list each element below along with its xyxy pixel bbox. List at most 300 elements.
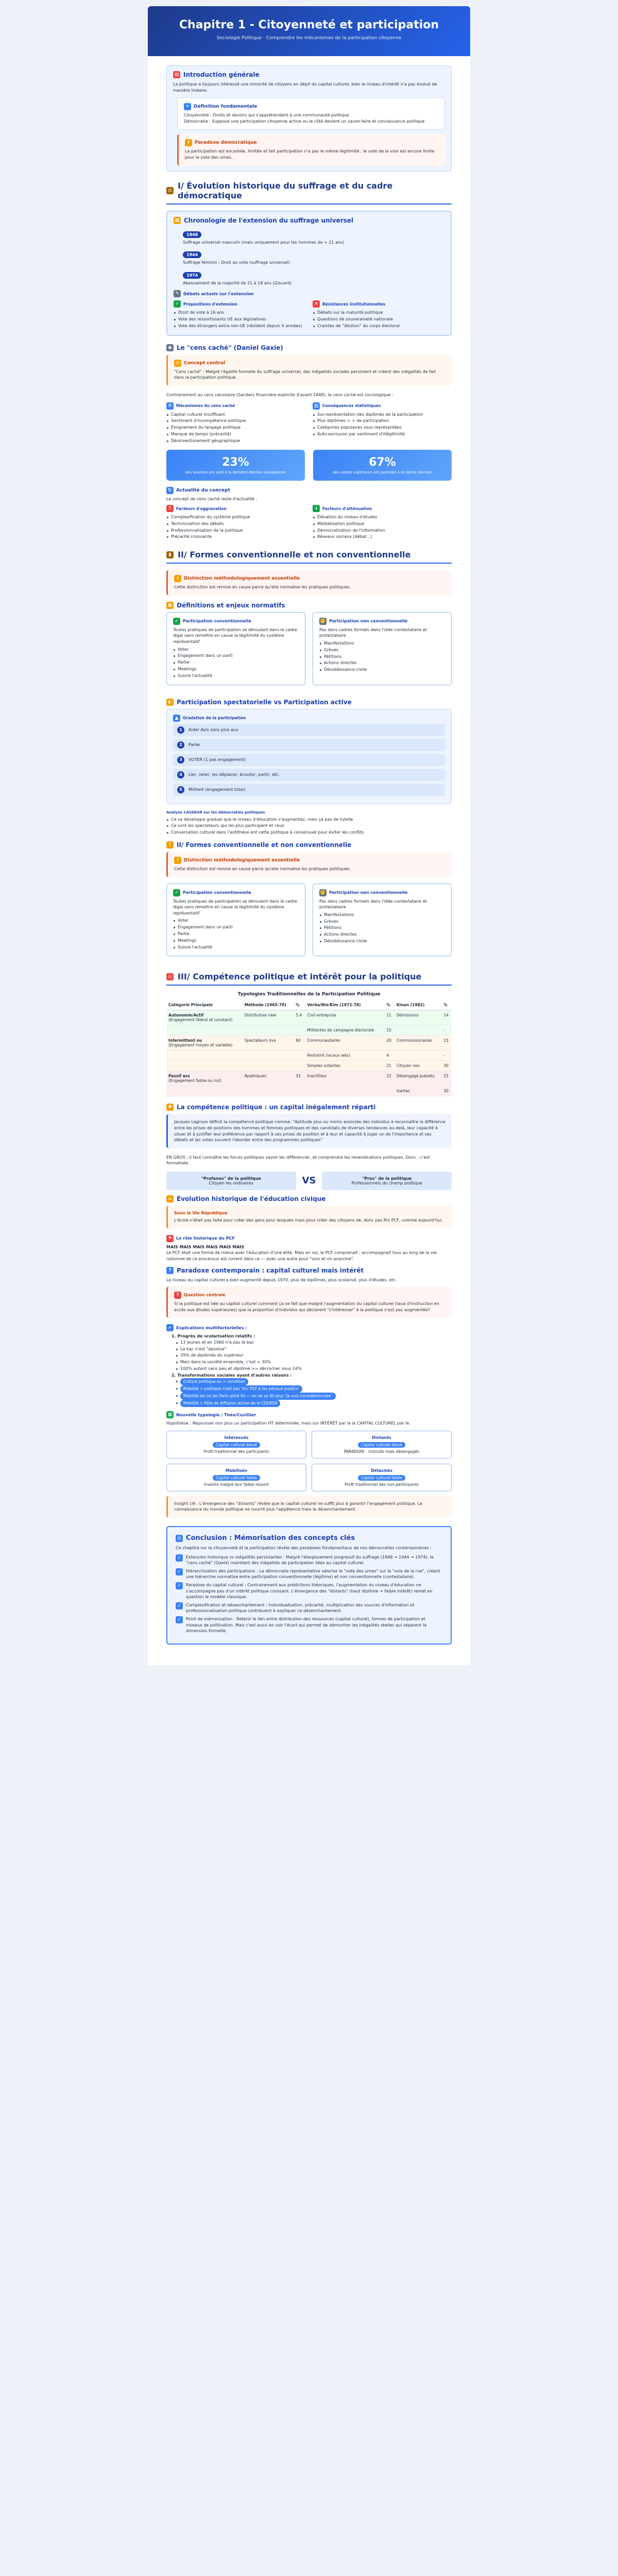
target-icon: ◎: [166, 973, 174, 980]
check-icon: ✓: [174, 300, 181, 308]
table-header-cell: Méthode (1965-79): [243, 1000, 294, 1010]
list-item: Complexification du système politique: [166, 514, 305, 521]
list-item: Craintes de "dilution" du corps électoral: [313, 323, 444, 330]
step-label: VOTER (1 pas engagement): [188, 757, 246, 762]
list-item: Sur-représentation des diplômés de la participation: [313, 412, 452, 418]
list-item: Grèves: [319, 647, 445, 654]
pcf-head: Le rôle historique du PCF: [176, 1236, 235, 1241]
quote-text: Jacques Lagroye définit la compétence politique comme: "Aptitude plus ou moins associée des individus à reconnaître la différence entre les prises de positions des hommes et femmes politiques et des candidats de diverses tendances au-delà, leur capacité à situer et à justifier leur préférence par rapport à ses prises de position et à leur et capacité à juger un de l'importance et ses débats et les votes souvent l'aborder entre des programmes politiques": [174, 1120, 445, 1143]
table-header-cell: %: [441, 1000, 452, 1010]
card-subtitle: Profil traditionnel des non-participants: [345, 1482, 419, 1487]
table-cell: [166, 1071, 243, 1086]
gradation-step: [173, 739, 445, 751]
institutional-resistances: [313, 300, 444, 329]
list-item: Catégories populaires sous-représentées: [313, 425, 452, 431]
list-item: Culture politique au > condition: [180, 1378, 248, 1385]
non-conventional-text: Pas dans cadres formels dans l'idée contestataire et protestataire: [319, 899, 427, 910]
list-item: Grèves: [319, 919, 445, 925]
list-item: 100% autant sans peu et diplômé >= décrocher vous 16%: [176, 1366, 452, 1372]
chronology-box: [166, 211, 452, 336]
table-cell: Inactif/esc: [305, 1071, 384, 1086]
card-title: Distants: [372, 1435, 391, 1440]
list-item: Ce sa développe graduel que le niveau d'éducation s'augmentez, mais ça pas de tutelle: [166, 817, 452, 823]
list-item: Actions directes: [319, 660, 445, 667]
non-conventional-head: Participation non conventionnelle: [329, 619, 408, 624]
stat-label: des ouvriers ont voté à la dernière élection européenne: [185, 470, 286, 474]
scale-icon: ⚖: [166, 187, 174, 194]
list-item: Désobéissance civile: [319, 938, 445, 945]
paradox-text: Le niveau du capital culturel a bien augmenté depuis 1970, plus de diplômes, plus scolarisé, plus d'études, etc.: [166, 1278, 397, 1283]
list-item: Partie: [173, 931, 299, 938]
step-number: 1: [177, 726, 184, 734]
list-item: Suivre l'actualité: [173, 673, 299, 680]
section-3-label: III/ Compétence politique et intérêt pour la politique: [178, 972, 422, 982]
list-item: Médiatisation politique: [313, 521, 452, 528]
pin-icon: •: [184, 103, 191, 110]
alert-icon: !: [166, 841, 174, 849]
warning-icon: !: [174, 857, 181, 864]
list-item: Questions de souveraineté nationale: [313, 316, 444, 323]
list-item: 13 jeunes et en 1960 n'a pas le bac: [176, 1340, 452, 1346]
list-item: Vote des étrangers extra non-UE (résident depuis X années): [174, 323, 305, 330]
check-icon: ✓: [176, 1554, 183, 1562]
list-item: Désobéissance civile: [319, 667, 445, 673]
conclusion-text: Extension historique vs inégalités persistantes : Malgré l'élargissement progressif du suffrage (1848 → 1944 → 1974), le "cens caché" (Gaxie) maintient des inégalités de participation liées au capital culturel.: [186, 1554, 434, 1566]
list-item: Mobilité > politique n'est pas 'tru' PCF à les pénaux publics': [180, 1385, 302, 1393]
table-cell: [166, 1025, 243, 1036]
table-cell: [243, 1061, 294, 1071]
table-cell: 15: [384, 1025, 394, 1036]
third-republic-box: [166, 1206, 452, 1229]
debates-title: Débats actuels sur l'extension: [183, 291, 254, 296]
conventional-card: [166, 612, 305, 685]
table-cell: [166, 1036, 243, 1050]
table-row: [166, 1050, 452, 1061]
table-row: [166, 1061, 452, 1071]
timeline: [174, 228, 444, 286]
table-cell: 22: [384, 1071, 394, 1086]
page-title: Chapitre 1 - Citoyenneté et participation: [179, 19, 439, 31]
non-conventional-head: Participation non conventionnelle: [329, 890, 408, 895]
list-item: Engagement dans un parti: [173, 653, 299, 659]
megaphone-icon: ✊: [320, 618, 326, 624]
table-cell: 21: [384, 1061, 394, 1071]
table-row: [166, 1010, 452, 1025]
card-title: "Profanes" de la politique: [201, 1176, 261, 1181]
cross-icon: ✕: [313, 300, 320, 308]
table-cell: Commissionnaires: [394, 1036, 441, 1050]
card-tag: Capital culturel élevé: [213, 1442, 260, 1448]
table-row: [166, 1071, 452, 1086]
document: [148, 6, 470, 1665]
category-name: Intermittent ou: [168, 1038, 202, 1043]
typology-card: [166, 1464, 306, 1492]
gradation-head: Gradation de la participation: [183, 716, 246, 721]
theater-icon: ◐: [166, 699, 174, 706]
explanations-title: Explications multifactorielles :: [176, 1325, 247, 1330]
profanes-vs-pros: [166, 1172, 452, 1190]
timeline-item: [174, 248, 444, 266]
step-number: 4: [177, 771, 184, 778]
vs-label: VS: [302, 1175, 316, 1187]
list-item: Pétitions: [319, 925, 445, 931]
conclusion-item: [176, 1568, 442, 1580]
third-republic-text: L'école n'était pas faite pour créer des gens pour lesquels mais pour créer des citoyens de, donc pas fini PCF, comme aujourd'hui.: [174, 1217, 443, 1223]
check-icon: ✓: [176, 1582, 183, 1589]
clipboard-icon: ▣: [166, 602, 174, 609]
table-cell: 30: [441, 1086, 452, 1096]
table-row: [166, 1036, 452, 1050]
table-cell: Citoyen neo: [394, 1061, 441, 1071]
flag-icon: ⚑: [166, 1235, 174, 1242]
stat-label: des cadres supérieurs ont participé à la même élection: [332, 470, 433, 474]
card-title: Mobilisés: [225, 1468, 248, 1473]
search-icon: ⌕: [166, 1324, 174, 1331]
paradox-title: Paradoxe contemporain : capital culturel mais intérêt: [177, 1267, 364, 1275]
table-cell: Militantes de campagne électorale: [305, 1025, 384, 1036]
definition-box: [177, 97, 445, 130]
card-tag: Capital culturel élevé: [358, 1442, 405, 1448]
table-title: Typologies Traditionnelles de la Participation Politique: [237, 992, 381, 997]
mechanisms-head: Mécanismes du cens caché: [176, 403, 235, 409]
hypothesis-text: Hypothèse : Repousser non plus un participation HT déterminée, mais sur INTÉRÊT par la le CAPITAL CULTUREL par le.: [166, 1421, 410, 1426]
definition-title: Définition fondamentale: [194, 104, 258, 110]
list-item: Précarité croissante: [166, 534, 305, 540]
attenuation-factors: [313, 505, 452, 540]
card-tag: Capital culturel faible: [358, 1475, 405, 1481]
table-cell: [305, 1086, 384, 1096]
list-item: La bac n'est "absolue": [176, 1346, 452, 1353]
bars-icon: ▮: [166, 551, 174, 558]
gradation-step: [173, 724, 445, 736]
timeline-year: 1974: [183, 272, 201, 279]
refresh-icon: ↻: [166, 487, 174, 494]
category-sub: (Engagement moyen et variable): [168, 1043, 233, 1048]
table-cell: -: [441, 1050, 452, 1061]
conclusion-item: [176, 1616, 442, 1634]
gradation-box: [166, 709, 452, 804]
step-label: Parler: [188, 742, 201, 748]
pcf-sub: MAIS MAIS MAIS MAIS MAIS MAIS: [166, 1244, 245, 1249]
list-item: Voter: [173, 918, 299, 924]
table-cell: [166, 1061, 243, 1071]
concept-head: Concept central: [184, 360, 226, 366]
table-cell: 15: [441, 1071, 452, 1086]
intro-box: [166, 65, 452, 172]
chronology-title: Chronologie de l'extension du suffrage universel: [184, 216, 353, 224]
school-icon: ⌂: [166, 1195, 174, 1202]
distinction-text: Cette distinction est remise en cause parce qu'elle normalise les pratiques politiques.: [174, 585, 351, 590]
card-tag: Capital culturel faible: [213, 1475, 260, 1481]
list-item: Auto-exclusion par sentiment d'illégitimité: [313, 431, 452, 438]
repeat-title: II/ Formes conventionnelle et non conventionnelle: [177, 841, 352, 849]
typology-cards: [166, 1431, 452, 1492]
list-item: Meetings: [173, 666, 299, 673]
table-cell: Simples votantes: [305, 1061, 384, 1071]
warning-icon: !: [185, 139, 192, 146]
third-republic-head: Sous la IIIe République: [174, 1210, 228, 1215]
section-2-title: [166, 550, 452, 564]
distinction-box: [166, 570, 452, 596]
table-header-cell: Kinan (1982): [394, 1000, 441, 1010]
list-item: Réseaux sociaux (débat...): [313, 534, 452, 540]
attenuation-head: Facteurs d'atténuation: [322, 506, 372, 511]
central-question-box: [166, 1286, 452, 1318]
conclusion-list: [176, 1554, 442, 1634]
typology-card: [166, 1431, 306, 1459]
step-number: 5: [177, 786, 184, 793]
list-item: 1. Progrès de scolarisation relatifs :: [171, 1334, 255, 1339]
table-header-cell: Verba/Nie/Kim (1972-78): [305, 1000, 384, 1010]
table-cell: [166, 1086, 243, 1096]
stat-executives: [313, 450, 452, 481]
target-icon: ◎: [176, 1535, 183, 1542]
card-subtitle: Professionnels du champ politique: [351, 1180, 422, 1185]
timeline-text: Suffrage universel masculin (mais uniquement pour les hommes de + 21 ans): [183, 240, 345, 245]
stat-value: 67%: [369, 455, 396, 469]
aggravation-factors: [166, 505, 305, 540]
list-item: Voter: [173, 647, 299, 653]
grid-icon: ▦: [166, 1411, 174, 1418]
table-cell: [243, 1025, 294, 1036]
ballot-icon: ✓: [173, 889, 180, 896]
consequences: [313, 402, 452, 445]
table-cell: 14: [441, 1010, 452, 1025]
table-cell: [243, 1050, 294, 1061]
capital-text: EN GROS : il faut connaître les forces politiques savoir les différencier, et comprendre les revendications politiques. Donc : c'est formalisée.: [166, 1155, 430, 1166]
category-sub: (Engagement faible ou nul): [168, 1078, 221, 1083]
proposals-head: Propositions d'extension: [183, 301, 237, 307]
card-title: Détachés: [371, 1468, 392, 1473]
timeline-text: Abaissement de la majorité de 21 à 18 ans (Giscard): [183, 280, 292, 285]
section-1-label: I/ Évolution historique du suffrage et du cadre démocratique: [178, 180, 393, 200]
table-cell: [166, 1010, 243, 1025]
distinction-title: Distinction méthodologiquement essentielle: [184, 576, 300, 582]
table-row: [166, 1086, 452, 1096]
page-subtitle: Sociologie Politique · Comprendre les mécanismes de la participation citoyenne: [216, 36, 402, 41]
table-row: [166, 1025, 452, 1036]
list-item: Mais dans la société ensemble, c'est = 30%: [176, 1359, 452, 1366]
non-conventional-text: Pas dans cadres formels dans l'idée contestataire et protestataire: [319, 627, 427, 638]
card-title: Intéressés: [224, 1435, 249, 1440]
step-label: Lier, relier, les déplacer, écouter, partir, etc.: [188, 772, 280, 777]
explanations-list: [166, 1333, 452, 1407]
profanes-card: [166, 1172, 296, 1190]
typology-head: Nouvelle typologie / Théo/Cuvillier: [176, 1412, 256, 1417]
mechanisms: [166, 402, 305, 445]
conventional-head: Participation conventionnelle: [183, 890, 251, 895]
table-cell: [243, 1086, 294, 1096]
table-cell: Spectateurs liva: [243, 1036, 294, 1050]
section-3-title: [166, 972, 452, 986]
table-header-cell: %: [384, 1000, 394, 1010]
list-item: Manque de temps (précarité): [166, 431, 305, 438]
table-cell: 33: [294, 1071, 305, 1086]
conventional-card-repeat: [166, 884, 305, 957]
list-item: Manifestations: [319, 912, 445, 919]
consequences-head: Conséquences statistiques: [322, 403, 381, 409]
table-cell: 4: [384, 1050, 394, 1061]
lagroye-quote: [166, 1114, 452, 1148]
table-cell: [384, 1086, 394, 1096]
section-1-title: [166, 181, 452, 205]
table-header-cell: %: [294, 1000, 305, 1010]
timeline-text: Suffrage féminin : Droit au vote (suffrage universel): [183, 260, 290, 265]
table-cell: [294, 1061, 305, 1071]
book-icon: ▤: [173, 71, 180, 78]
aggravation-head: Facteurs d'aggravation: [176, 506, 227, 511]
timeline-year: 1848: [183, 231, 201, 238]
table-cell: 15: [441, 1036, 452, 1050]
pcf-text: Le PCF était une forme de mieux avec l'éducation d'une élite. Mais en soi, le PCF comprenait : accompagnait tous au long de la vie rationnel de ce processus est rurrent dans ce — avec une autre pour "voix et vir anarchie".: [166, 1250, 437, 1261]
arrow-down-icon: ↓: [313, 505, 320, 512]
gradation-step: [173, 754, 445, 766]
card-subtitle: Citoyen les ordinaires: [209, 1180, 254, 1185]
table-cell: Civil entreprise: [305, 1010, 384, 1025]
table-cell: Inertes: [394, 1086, 441, 1096]
stat-workers: [166, 450, 305, 481]
list-item: 2. Transformations sociales ayant d'autres raisons :: [171, 1372, 292, 1378]
definitions-title: Définitions et enjeux normatifs: [177, 601, 285, 609]
intro-text: La politique a toujours intéressé une minorité de citoyens en dépit du capital culturel, bien le niveau d'intérêt n'a pas évolué de manière linéaire.: [173, 82, 437, 93]
table-cell: 5.4: [294, 1010, 305, 1025]
section-2-label: II/ Formes conventionnelle et non conventionnelle: [178, 550, 411, 560]
stat-value: 23%: [222, 455, 249, 469]
table-cell: 30: [441, 1061, 452, 1071]
conclusion-item: [176, 1602, 442, 1614]
conclusion-text: Hiérarchisation des participations : La démocratie représentative valorise le "vote des urnes" sur la "voix de la rue", créant une hiérarchie normative entre participation conventionnelle (légitime) et non conventionnelle (contestataire).: [186, 1568, 440, 1580]
table-cell: 60: [294, 1036, 305, 1050]
category-name: Autonomie/Actif: [168, 1013, 204, 1018]
list-item: Engagement dans un parti: [173, 924, 299, 931]
list-item: Plus diplômes = + de participation: [313, 418, 452, 425]
table-cell: [294, 1050, 305, 1061]
conclusion-text: Point de mémorisation : Retenir le lien entre distribution des ressources (capital culturel), formes de participation et niveaux de politisation. Mais c'est aussi en voir l'écart qui permet de démontrer les inégalités réelles qui séparent la dimension formelle.: [186, 1617, 426, 1634]
category-sub: (Engagement libéral et constant): [168, 1018, 233, 1023]
list-item: Actions directes: [319, 931, 445, 938]
arrow-up-icon: ↑: [166, 505, 174, 512]
table-cell: [294, 1025, 305, 1036]
chart-icon: ▥: [313, 402, 320, 410]
cens-text: "Cens caché" : Malgré l'égalité formelle du suffrage universel, des inégalités sociales persistent et créent des inégalités de fait dans la participation politique.: [174, 369, 436, 380]
list-item: Suivre l'actualité: [173, 944, 299, 951]
card-subtitle: PARADOXE : instruits mais désengagés: [344, 1449, 419, 1454]
resistances-head: Résistances institutionnelles: [322, 301, 386, 307]
notes-head: Analyse CASSEUR sur les démocraties politiques: [166, 810, 265, 815]
non-conventional-card: [313, 612, 452, 685]
list-item: Technicisation des débats: [166, 521, 305, 528]
brain-icon: ✺: [166, 1104, 174, 1111]
ballot-icon: ✓: [173, 618, 180, 625]
intro-title: Introduction générale: [183, 71, 260, 78]
question-text: Si la politique est liée au capital culturel comment ça se fait que malgré l'augmentation du capital culturel (taux d'instruction en accès aux études supérieures) que la proportion d'individus qui déclarent "s'intéresser" à la politique n'est pas augmentée?: [174, 1301, 439, 1312]
gear-icon: ⚙: [166, 402, 174, 410]
conclusion-text: Complexification et désenchantement : Individualisation, précarité, multiplication des sources d'information et professionnalisation politique contribuent à expliquer ce désenchantement.: [186, 1602, 415, 1614]
card-subtitle: Profil traditionnel des participants: [203, 1449, 269, 1454]
list-item: 35% de diplômés du supérieur: [176, 1352, 452, 1359]
question-head: Question centrale: [184, 1293, 226, 1298]
step-label: Militant (engagement total): [188, 787, 246, 792]
table-cell: Restreint (locaux wés): [305, 1050, 384, 1061]
list-item: Manifestations: [319, 640, 445, 647]
cens-note: Contrairement au cens censitaire (Sanders financière explicite d'avant 1848), le cens caché est sociologique :: [166, 392, 393, 397]
conventional-head: Participation conventionnelle: [183, 619, 251, 624]
conclusion-text: Paradoxe du capital culturel : Contrairement aux prédictions théoriques, l'augmentation du niveau d'éducation ne s'accompagne pas d'un intérêt politique croissant. L'émergence des "distants" (haut diplôme + faible intérêt) remet en question le modèle classique.: [186, 1583, 433, 1600]
conclusion-item: [176, 1554, 442, 1566]
table-cell: [294, 1086, 305, 1096]
page-header: [148, 6, 470, 56]
list-item: Pétitions: [319, 654, 445, 660]
cens-concept-box: [166, 354, 452, 386]
typology-table: [166, 1000, 452, 1096]
non-conventional-card-repeat: [313, 884, 452, 957]
distinction-box-repeat: [166, 852, 452, 877]
conclusion-intro: Ce chapitre sur la citoyenneté et la participation révèle des paradoxes fondamentaux de nos démocraties contemporaines :: [176, 1546, 432, 1551]
distinction-text: Cette distinction est remise en cause parce qu'elle normalise les pratiques politiques.: [174, 867, 351, 872]
gradation-step: [173, 769, 445, 781]
table-cell: 11: [384, 1010, 394, 1025]
table-cell: Désengagé pub/etu: [394, 1071, 441, 1086]
list-item: Meetings: [173, 938, 299, 944]
stairs-icon: ▲: [173, 715, 180, 722]
list-item: Débats sur la maturité politique: [313, 310, 444, 316]
card-subtitle: Investis malgré leur faible ressort: [204, 1482, 269, 1487]
thinking-icon: ?: [166, 1267, 174, 1274]
actuality-title: Actualité du concept: [176, 487, 230, 493]
definition-democracy: Démocratie : Suppose une participation citoyenne active ou le côté devient un savoir-faire et connaissance politique: [184, 118, 425, 124]
list-item: Élévation du niveau d'études: [313, 514, 452, 521]
step-number: 3: [177, 756, 184, 764]
table-cell: [394, 1025, 441, 1036]
conclusion-box: [166, 1526, 452, 1645]
list-item: Ce sont les spectateurs qui les plus participent et ceux: [166, 823, 452, 829]
list-item: Droit de vote à 16 ans: [174, 310, 305, 316]
list-item: Démocratisation de l'information: [313, 528, 452, 534]
education-title: Évolution historique de l'éducation civique: [177, 1195, 326, 1202]
table-header-cell: Catégorie Principale: [166, 1000, 243, 1010]
capital-title: La compétence politique : un capital inégalement réparti: [177, 1104, 376, 1111]
table-cell: 20: [384, 1036, 394, 1050]
timeline-year: 1944: [183, 251, 201, 258]
conventional-text: Toutes pratiques de participation se déroulant dans le cadre légal sans remettre en cause la légitimité du système représentatif: [173, 627, 297, 645]
step-number: 2: [177, 741, 184, 749]
typology-card: [312, 1464, 452, 1492]
conventional-text: Toutes pratiques de participation se déroulant dans le cadre légal sans remettre en cause la légitimité du système représentatif: [173, 899, 297, 916]
question-icon: ?: [174, 1292, 181, 1299]
table-cell: [394, 1050, 441, 1061]
category-name: Passif ass: [168, 1074, 190, 1079]
table-cell: Apathiques: [243, 1071, 294, 1086]
megaphone-icon: ✊: [320, 890, 326, 895]
table-cell: -: [441, 1025, 452, 1036]
check-icon: ✓: [176, 1602, 183, 1609]
paradox-text: La participation est encadrée, limitée et fait participation n'a pas le même légitimité : le vote de la voix est encore limite pour le vote des urnes.: [185, 149, 435, 160]
calendar-icon: ▦: [174, 217, 181, 224]
target-icon: ◎: [174, 360, 181, 367]
list-item: Conversation culturel dans l'antithèse ent cette politique à consensuel pour éviter les conflits: [166, 829, 452, 836]
step-label: Aider Avis sans plus aux: [188, 727, 238, 733]
conclusion-title: Conclusion : Mémorisation des concepts clés: [186, 1534, 355, 1543]
list-item: Vote des ressortissants UE aux législatives: [174, 316, 305, 323]
list-item: Désinvestissement géographique: [166, 438, 305, 445]
check-icon: ✓: [176, 1616, 183, 1623]
spy-icon: ◉: [166, 344, 174, 351]
list-item: Professionnalisation de la politique: [166, 528, 305, 534]
paradox-title: Paradoxe démocratique: [195, 140, 257, 146]
insight-text: Insight clé : L'émergence des "distants" révèle que le capital culturel ne suffit plus à garantir l'engagement politique. La connaissance du monde politique ne nourrit plus l'appétence mais le désenchantement.: [174, 1501, 422, 1512]
card-title: "Pros" de la politique: [362, 1176, 412, 1181]
timeline-item: [174, 269, 444, 286]
